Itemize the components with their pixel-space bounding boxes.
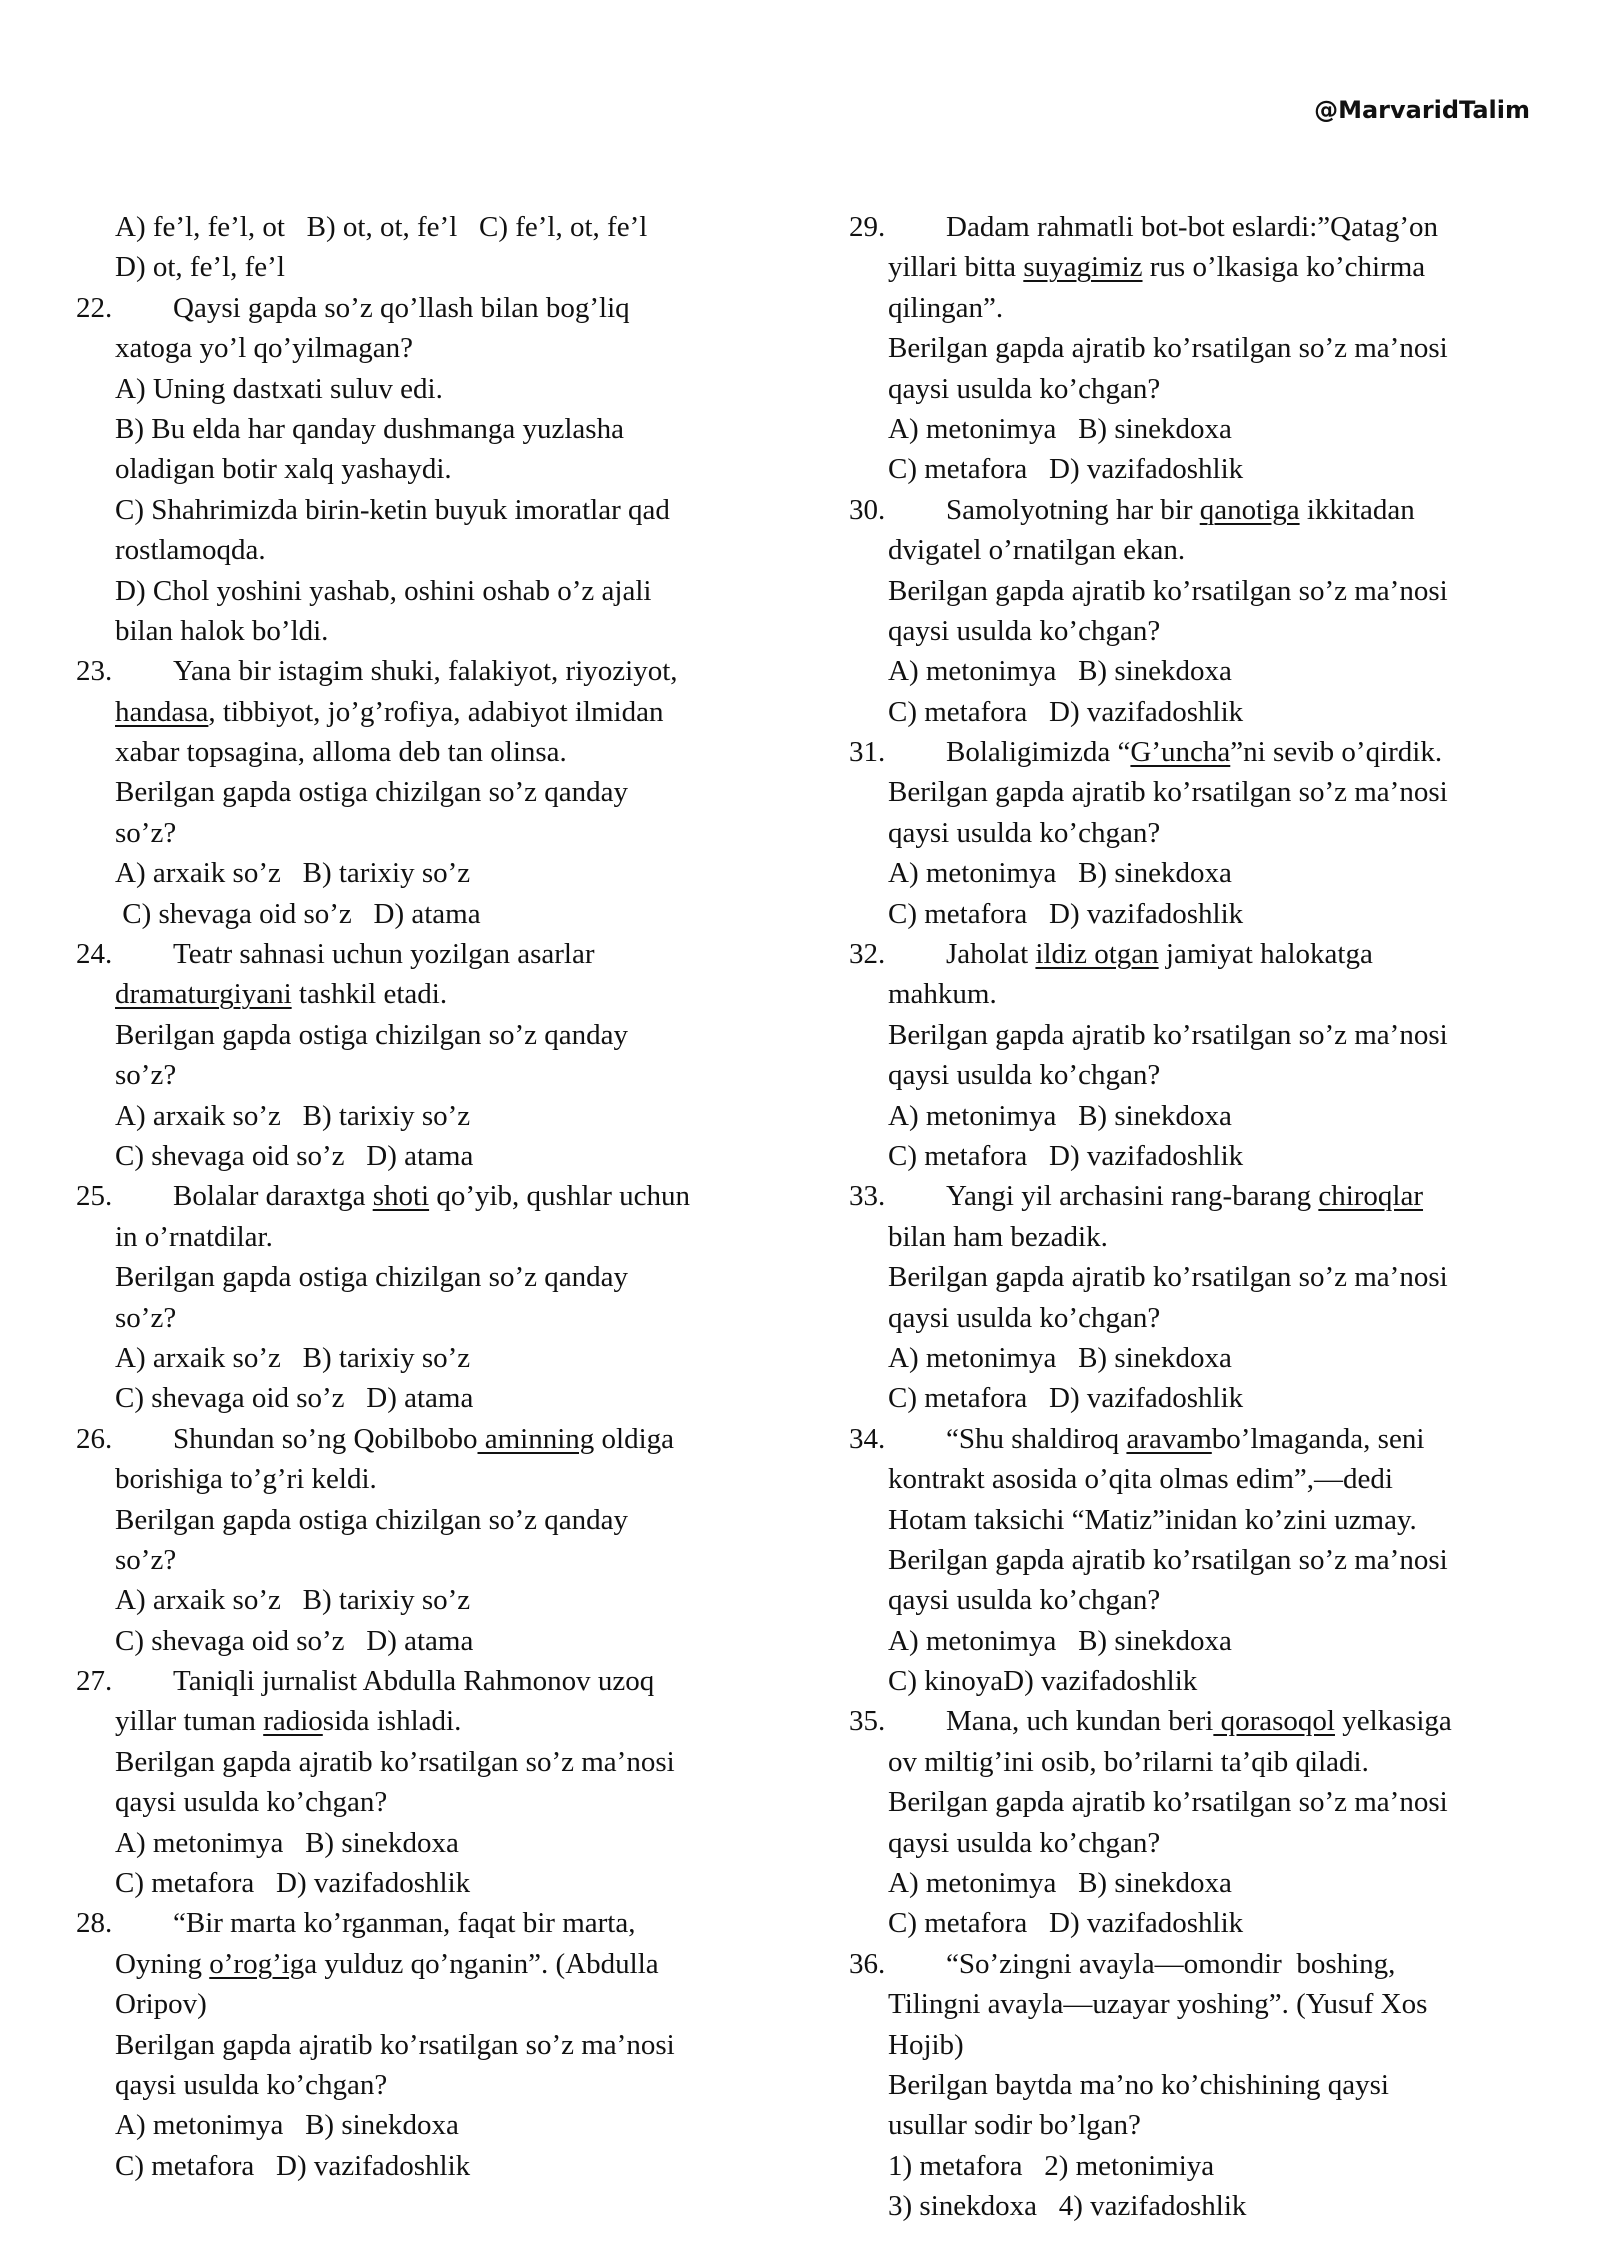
line-text: C) metafora D) vazifadoshlik [888,695,1244,728]
text-line [849,1055,1539,1095]
text-line [76,974,776,1014]
line-text: A) metonimya B) sinekdoxa [888,412,1232,445]
text-line [849,894,1539,934]
text-line [849,2105,1539,2145]
line-text: so’z? [115,1059,177,1092]
text-line [849,2025,1539,2065]
text-fragment: Shundan so’ng Qobilbobo [173,1422,478,1455]
text-line [849,328,1539,368]
line-text: bilan ham bezadik. [888,1220,1108,1253]
text-fragment: Jaholat [946,938,1036,971]
line-text: C) Shahrimizda birin-ketin buyuk imoratlar qad [115,493,670,526]
line-text: Berilgan gapda ajratib ko’rsatilgan so’z ma’nosi [888,332,1448,365]
underlined-word: aminning [477,1422,595,1455]
text-line [76,1701,776,1741]
line-text: Berilgan baytda ma’no ko’chishining qaysi [888,2068,1389,2101]
question-number: 23. [76,655,113,688]
text-line [76,328,776,368]
line-text: A) arxaik so’z B) tarixiy so’z [115,1584,471,1617]
text-line [849,1096,1539,1136]
underlined-word: shoti [372,1180,430,1213]
line-text: xabar topsagina, alloma deb tan olinsa. [115,736,567,769]
text-line [849,1580,1539,1620]
line-text: usullar sodir bo’lgan? [888,2109,1141,2142]
line-text: A) metonimya B) sinekdoxa [888,655,1232,688]
text-fragment: Oyning [115,1947,210,1980]
line-text: 3) sinekdoxa 4) vazifadoshlik [888,2190,1247,2223]
text-fragment: bo’lmaganda, seni [1211,1422,1425,1455]
text-fragment: Samolyotning har bir [946,493,1200,526]
line-text: C) metafora D) vazifadoshlik [888,1907,1244,1940]
line-text: C) kinoyaD) vazifadoshlik [888,1665,1198,1698]
text-line [76,369,776,409]
line-text: Berilgan gapda ostiga chizilgan so’z qanday [115,1261,628,1294]
text-fragment: Bolalar daraxtga [173,1180,373,1213]
line-text: D) ot, fe’l, fe’l [115,251,285,284]
line-text: C) metafora D) vazifadoshlik [888,453,1244,486]
text-line [76,1136,776,1176]
line-text: qaysi usulda ko’chgan? [888,1059,1161,1092]
question-number: 27. [76,1665,113,1698]
line-text: Qaysi gapda so’z qo’llash bilan bog’liq [173,291,630,324]
line-text: rostlamoqda. [115,534,266,567]
line-text: qaysi usulda ko’chgan? [888,1584,1161,1617]
line-text: 1) metafora 2) metonimiya [888,2149,1215,2182]
question-number: 24. [76,938,113,971]
line-text: bilan halok bo’ldi. [115,614,329,647]
text-line [849,449,1539,489]
text-line [849,1136,1539,1176]
text-line [849,1742,1539,1782]
line-text: xatoga yo’l qo’yilmagan? [115,332,413,365]
question-line [76,934,776,974]
question-number: 35. [849,1705,886,1738]
line-text: Berilgan gapda ajratib ko’rsatilgan so’z ma’nosi [115,1745,675,1778]
line-text: A) Uning dastxati suluv edi. [115,372,443,405]
text-line [849,2065,1539,2105]
text-line [76,409,776,449]
question-line [849,732,1539,772]
line-text: A) metonimya B) sinekdoxa [115,1826,459,1859]
line-text: C) metafora D) vazifadoshlik [888,1139,1244,1172]
line-text: qaysi usulda ko’chgan? [115,1786,388,1819]
text-line [849,409,1539,449]
text-line [76,1742,776,1782]
line-text: Berilgan gapda ajratib ko’rsatilgan so’z ma’nosi [888,1543,1448,1576]
channel-watermark: @MarvaridTalim [1314,96,1530,124]
line-text: Tilingni avayla—uzayar yoshing”. (Yusuf Xos [888,1988,1428,2021]
text-fragment: rus o’lkasiga ko’chirma [1142,251,1426,284]
text-line [849,1459,1539,1499]
text-line [849,1782,1539,1822]
line-text: Berilgan gapda ostiga chizilgan so’z qanday [115,776,628,809]
line-text: so’z? [115,816,177,849]
text-line [76,1500,776,1540]
text-line [76,1944,776,1984]
text-line [76,611,776,651]
line-text: A) arxaik so’z B) tarixiy so’z [115,1341,471,1374]
text-fragment: Bolaligimizda “ [946,736,1131,769]
line-text: qaysi usulda ko’chgan? [888,1301,1161,1334]
line-text: qaysi usulda ko’chgan? [888,372,1161,405]
text-fragment: , tibbiyot, jo’g’rofiya, adabiyot ilmidan [208,695,664,728]
line-text: A) arxaik so’z B) tarixiy so’z [115,857,471,890]
question-line [849,1176,1539,1216]
line-text: C) shevaga oid so’z D) atama [115,1382,474,1415]
line-text: qaysi usulda ko’chgan? [888,816,1161,849]
text-line [76,1782,776,1822]
text-line [849,571,1539,611]
line-text: Oripov) [115,1988,207,2021]
line-text: D) Chol yoshini yashab, oshini oshab o’z ajali [115,574,652,607]
line-text: so’z? [115,1543,177,1576]
text-line [849,247,1539,287]
question-number: 25. [76,1180,113,1213]
text-line [76,1015,776,1055]
question-number: 28. [76,1907,113,1940]
line-text: Berilgan gapda ajratib ko’rsatilgan so’z ma’nosi [888,1786,1448,1819]
text-line [76,490,776,530]
line-text: A) metonimya B) sinekdoxa [888,1867,1232,1900]
line-text: B) Bu elda har qanday dushmanga yuzlasha [115,412,624,445]
text-line [76,1217,776,1257]
text-line [76,449,776,489]
right-column [849,207,1539,2227]
text-fragment: Yangi yil archasini rang-barang [946,1180,1319,1213]
text-fragment: ikkitadan [1299,493,1415,526]
text-line [849,813,1539,853]
question-line [76,1176,776,1216]
text-line [76,1257,776,1297]
text-line [76,1823,776,1863]
text-line [849,288,1539,328]
text-fragment: sida ishladi. [322,1705,462,1738]
text-line [849,1298,1539,1338]
underlined-word: G’uncha [1130,736,1231,769]
text-line [849,1217,1539,1257]
text-line [849,1015,1539,1055]
underlined-word: chiroqlar [1318,1180,1424,1213]
text-line [76,1984,776,2024]
line-text: Taniqli jurnalist Abdulla Rahmonov uzoq [173,1665,655,1698]
line-text: dvigatel o’rnatilgan ekan. [888,534,1186,567]
text-line [76,894,776,934]
question-line [849,1944,1539,1984]
question-number: 33. [849,1180,886,1213]
line-text: oladigan botir xalq yashaydi. [115,453,452,486]
line-text: C) shevaga oid so’z D) atama [115,1139,474,1172]
question-line [76,651,776,691]
line-text: Hojib) [888,2028,964,2061]
text-line [76,1096,776,1136]
text-line [849,1984,1539,2024]
question-number: 30. [849,493,886,526]
text-line [849,530,1539,570]
text-line [76,853,776,893]
text-line [849,611,1539,651]
line-text: Yana bir istagim shuki, falakiyot, riyoziyot, [173,655,678,688]
underlined-word: dramaturgiyani [115,978,292,1011]
text-line [76,1863,776,1903]
line-text: C) shevaga oid so’z D) atama [115,1624,474,1657]
text-line [76,1580,776,1620]
question-number: 29. [849,211,886,243]
line-text: mahkum. [888,978,997,1011]
line-text: A) fe’l, fe’l, ot B) ot, ot, fe’l C) fe’l, ot, fe’l [115,211,648,243]
left-column [76,207,776,2186]
text-line [76,2105,776,2145]
line-text: C) shevaga oid so’z D) atama [115,897,481,930]
text-line [849,1903,1539,1943]
text-line [76,1055,776,1095]
text-line [76,1298,776,1338]
text-line [849,2186,1539,2226]
line-text: C) metafora D) vazifadoshlik [115,1867,471,1900]
question-line [849,1701,1539,1741]
line-text: so’z? [115,1301,177,1334]
underlined-word: qanotiga [1199,493,1300,526]
question-line [76,1661,776,1701]
text-line [849,1823,1539,1863]
line-text: A) metonimya B) sinekdoxa [888,1099,1232,1132]
text-line [76,2146,776,2186]
text-line [76,2025,776,2065]
question-line [849,490,1539,530]
line-text: in o’rnatdilar. [115,1220,273,1253]
text-line [76,571,776,611]
line-text: borishiga to’g’ri keldi. [115,1463,377,1496]
text-line [76,772,776,812]
line-text: Berilgan gapda ajratib ko’rsatilgan so’z ma’nosi [888,574,1448,607]
line-text: A) metonimya B) sinekdoxa [888,1624,1232,1657]
line-text: A) metonimya B) sinekdoxa [888,1341,1232,1374]
line-text: Dadam rahmatli bot-bot eslardi:”Qatag’on [946,211,1439,243]
underlined-word: suyagimiz [1023,251,1143,284]
line-text: qaysi usulda ko’chgan? [888,614,1161,647]
text-line [849,2146,1539,2186]
line-text: ov miltig’ini osib, bo’rilarni ta’qib qiladi. [888,1745,1369,1778]
text-line [849,1257,1539,1297]
text-line [76,2065,776,2105]
line-text: A) metonimya B) sinekdoxa [888,857,1232,890]
line-text: Berilgan gapda ajratib ko’rsatilgan so’z ma’nosi [115,2028,675,2061]
line-text: Berilgan gapda ostiga chizilgan so’z qanday [115,1503,628,1536]
question-line [849,1419,1539,1459]
question-number: 22. [76,291,113,324]
line-text: Berilgan gapda ostiga chizilgan so’z qanday [115,1018,628,1051]
underlined-word: o’rog’ig [209,1947,305,1980]
text-line [76,207,776,247]
text-fragment: jamiyat halokatga [1158,938,1373,971]
underlined-word: aravam [1126,1422,1212,1455]
line-text: A) arxaik so’z B) tarixiy so’z [115,1099,471,1132]
text-fragment: a yulduz qo’nganin”. (Abdulla [304,1947,659,1980]
underlined-word: handasa [115,695,209,728]
question-number: 32. [849,938,886,971]
line-text: Berilgan gapda ajratib ko’rsatilgan so’z ma’nosi [888,776,1448,809]
question-line [76,1903,776,1943]
text-line [849,853,1539,893]
text-line [849,1378,1539,1418]
line-text: Berilgan gapda ajratib ko’rsatilgan so’z ma’nosi [888,1018,1448,1051]
line-text: C) metafora D) vazifadoshlik [115,2149,471,2182]
text-fragment: yelkasiga [1334,1705,1452,1738]
text-line [76,530,776,570]
text-fragment: Mana, uch kundan beri [946,1705,1214,1738]
text-line [849,651,1539,691]
text-fragment: ”ni sevib o’qirdik. [1230,736,1443,769]
line-text: Teatr sahnasi uchun yozilgan asarlar [173,938,595,971]
text-line [76,247,776,287]
text-fragment: “Shu shaldiroq [946,1422,1127,1455]
text-line [76,692,776,732]
text-line [849,772,1539,812]
question-line [76,288,776,328]
text-line [849,1338,1539,1378]
text-line [849,974,1539,1014]
question-number: 26. [76,1422,113,1455]
line-text: A) metonimya B) sinekdoxa [115,2109,459,2142]
text-line [849,369,1539,409]
text-line [849,1621,1539,1661]
line-text: “So’zingni avayla—omondir boshing, [946,1947,1396,1980]
question-line [849,934,1539,974]
text-fragment: yillar tuman [115,1705,264,1738]
text-fragment: yillari bitta [888,251,1024,284]
line-text: qilingan”. [888,291,1004,324]
line-text: C) metafora D) vazifadoshlik [888,1382,1244,1415]
text-line [76,1338,776,1378]
line-text: qaysi usulda ko’chgan? [888,1826,1161,1859]
text-line [76,732,776,772]
underlined-word: qorasoqol [1213,1705,1335,1738]
line-text: C) metafora D) vazifadoshlik [888,897,1244,930]
line-text: “Bir marta ko’rganman, faqat bir marta, [173,1907,636,1940]
text-fragment: qo’yib, qushlar uchun [429,1180,691,1213]
question-number: 36. [849,1947,886,1980]
text-fragment: tashkil etadi. [291,978,448,1011]
question-number: 31. [849,736,886,769]
text-line [849,1540,1539,1580]
text-line [76,1621,776,1661]
underlined-word: ildiz otgan [1035,938,1159,971]
text-fragment: oldiga [594,1422,675,1455]
text-line [76,1459,776,1499]
question-line [849,207,1539,247]
text-line [76,1378,776,1418]
text-line [849,1661,1539,1701]
text-line [76,813,776,853]
line-text: Hotam taksichi “Matiz”inidan ko’zini uzmay. [888,1503,1417,1536]
text-line [849,1863,1539,1903]
text-line [76,1540,776,1580]
question-line [76,1419,776,1459]
line-text: qaysi usulda ko’chgan? [115,2068,388,2101]
line-text: Berilgan gapda ajratib ko’rsatilgan so’z ma’nosi [888,1261,1448,1294]
question-number: 34. [849,1422,886,1455]
underlined-word: radio [263,1705,323,1738]
line-text: kontrakt asosida o’qita olmas edim”,—dedi [888,1463,1393,1496]
text-line [849,1500,1539,1540]
text-line [849,692,1539,732]
